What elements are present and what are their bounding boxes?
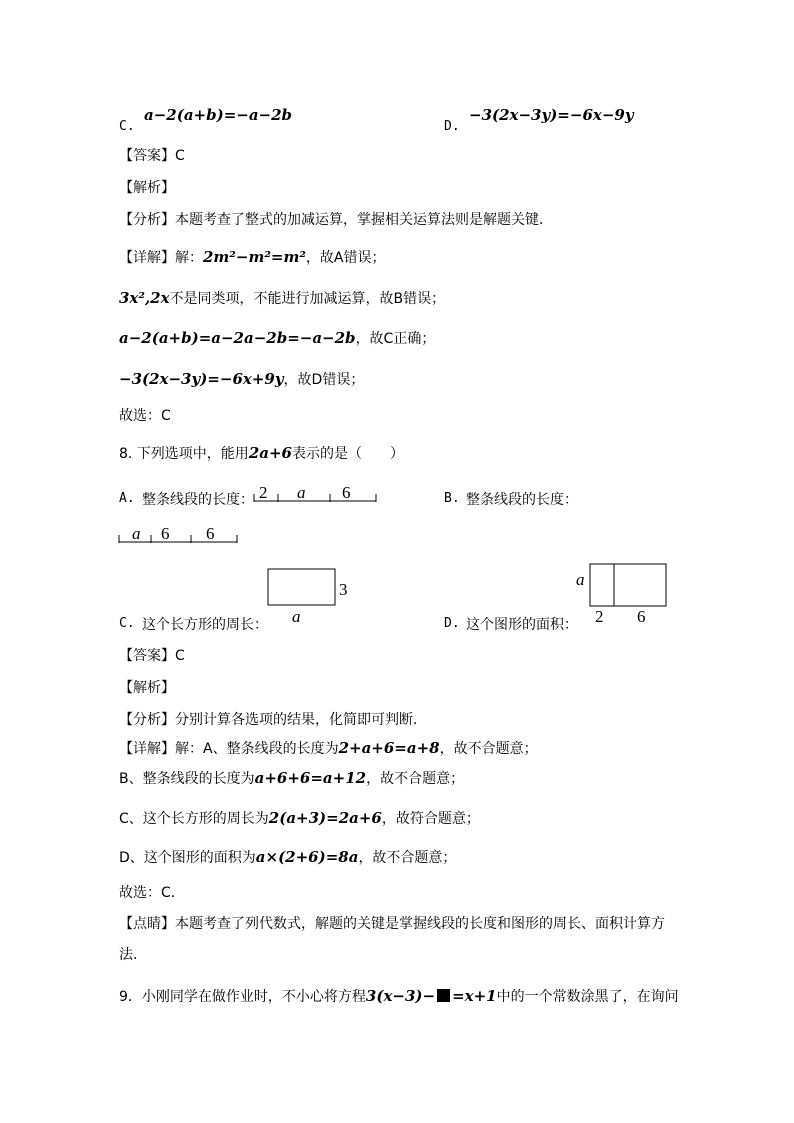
q8-stem [119,443,404,463]
segment-a-label-3: 6 [342,483,351,502]
segment-b-label-3: 6 [206,524,215,543]
q8-detail-b-pre: B、整条线段的长度为 [119,771,255,787]
q8-detail-a-formula: 2+a+6=a+8 [338,739,440,757]
segment-diagram-b [115,520,243,548]
rect-side-label: 3 [339,580,348,599]
q8-detail-d-pre: D、这个图形的面积为 [119,850,256,866]
q8-detail-a-post: ，故不合题意； [439,741,538,757]
q9-formula-right: =x+1 [452,987,497,1005]
detail-tail-2: 不是同类项，不能进行加减运算，故B错误； [169,291,446,307]
q8-detail-a-pre: 【详解】解：A、整条线段的长度为 [119,741,339,757]
q8-detail-a [119,738,538,758]
area-diagram-d [572,560,672,628]
q8-detail-d [119,847,456,867]
area-side-label: a [576,570,585,589]
fenxi-q7: 【分析】本题考查了整式的加减运算，掌握相关运算法则是解题关键． [119,212,553,228]
q8-stem-formula: 2a+6 [248,444,292,462]
q8-stem-end: 表示的是（ ） [291,446,404,462]
detail-intro: 【详解】解： [119,250,203,266]
rectangle-diagram-c [264,566,354,628]
area-right-label: 6 [637,607,646,626]
detail-formula-1: 2m²−m²=m² [203,248,306,266]
choose-q7: 故选：C [119,408,171,424]
q8-stem-start: 8. 下列选项中，能用 [119,446,249,462]
q8-option-d-label: D. [444,616,460,631]
segment-diagram-a [250,478,380,508]
option-c-label: C. [119,119,135,134]
segment-b-label-2: 6 [161,524,170,543]
q8-detail-b [119,768,464,788]
dianjing-line-2: 法． [119,947,147,963]
choose-q8: 故选：C． [119,885,185,901]
q8-option-a-text: 整条线段的长度： [142,492,254,508]
q8-detail-b-post: ，故不合题意； [366,771,465,787]
option-d-label: D. [444,119,460,134]
q8-option-b-label: B. [444,491,460,506]
detail-formula-4: −3(2x−3y)=−6x+9y [119,370,284,388]
q8-option-d-text: 这个图形的面积： [466,617,578,633]
blackened-square [437,989,450,1002]
segment-a-label-1: 2 [259,483,268,502]
q8-option-b-text: 整条线段的长度： [466,492,578,508]
q8-detail-d-post: ，故不合题意； [358,850,457,866]
analysis-heading-q7: 【解析】 [119,180,175,196]
q8-detail-d-formula: a×(2+6)=8a [255,848,359,866]
q9-stem-end: 中的一个常数涂黑了，在询问 [496,989,679,1005]
q8-detail-c [119,808,480,828]
q8-detail-c-post: ，故符合题意； [381,811,480,827]
q9-formula-left: 3(x−3)− [365,987,436,1005]
detail-tail-3: ，故C正确； [355,331,436,347]
area-left-label: 2 [595,607,604,626]
q8-detail-b-formula: a+6+6=a+12 [254,769,367,787]
answer-q8: 【答案】C [119,648,185,664]
detail-line-1 [119,247,385,267]
q8-option-a-label: A. [119,491,135,506]
dianjing-line-1: 【点睛】本题考查了列代数式，解题的关键是掌握线段的长度和图形的周长、面积计算方 [119,916,665,932]
fenxi-q8: 【分析】分别计算各选项的结果，化简即可判断． [119,712,427,728]
detail-line-4 [119,369,364,389]
rect-bottom-label: a [292,607,301,626]
option-c-formula: a−2(a+b)=−a−2b [144,106,293,124]
detail-tail-4: ，故D错误； [283,372,365,388]
option-d-formula: −3(2x−3y)=−6x−9y [469,106,634,124]
detail-tail-1: ，故A错误； [305,250,386,266]
segment-a-label-2: a [297,483,306,502]
detail-line-2 [119,288,445,308]
q9-stem [119,986,679,1006]
q8-detail-c-pre: C、这个长方形的周长为 [119,811,269,827]
answer-q7: 【答案】C [119,148,185,164]
detail-formula-3: a−2(a+b)=a−2a−2b=−a−2b [119,329,356,347]
q9-stem-start: 9．小刚同学在做作业时，不小心将方程 [119,989,366,1005]
segment-b-label-1: a [132,524,141,543]
q8-option-c-label: C. [119,616,135,631]
q8-detail-c-formula: 2(a+3)=2a+6 [268,809,382,827]
detail-formula-2: 3x²,2x [119,289,170,307]
q8-option-c-text: 这个长方形的周长： [142,617,268,633]
detail-line-3 [119,328,435,348]
analysis-heading-q8: 【解析】 [119,680,175,696]
